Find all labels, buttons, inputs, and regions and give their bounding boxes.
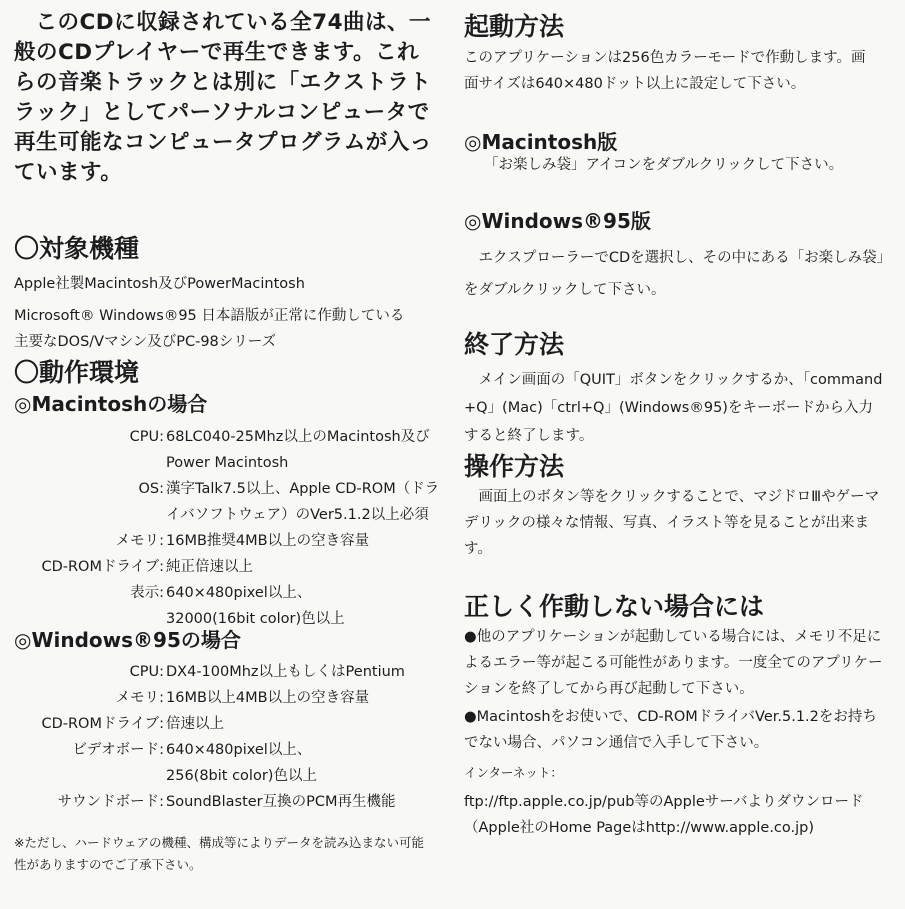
quit-text: メイン画面の「QUIT」ボタンをクリックするか、「command +Q」(Mac)「ctrl+Q」(Windows®95)をキーボードから入力すると終了します。 [464, 372, 883, 444]
spec-row: 表示: 640×480pixel以上、 [130, 585, 312, 601]
mac-launch-heading: ◎Macintosh版 [464, 130, 618, 154]
target-heading: 〇対象機種 [14, 234, 140, 263]
spec-row: OS: 漢字Talk7.5以上、Apple CD-ROM（ドラ [138, 481, 440, 497]
env-heading: 〇動作環境 [14, 358, 140, 387]
spec-row: ビデオボード: 640×480pixel以上、 [72, 742, 312, 758]
win-launch-heading: ◎Windows®95版 [464, 209, 651, 233]
target-line-3: 主要なDOS/Vマシン及びPC-98シリーズ [14, 334, 277, 350]
ops-text: 画面上のボタン等をクリックすることで、マジドロⅢやゲーマデリックの様々な情報、写真、イラスト等を見ることが出来ます。 [464, 489, 880, 557]
compat-note: ※ただし、ハードウェアの機種、構成等によりデータを読み込まない可能性がありますのでご了承下さい。 [14, 835, 424, 872]
mac-launch-text: 「お楽しみ袋」アイコンをダブルクリックして下さい。 [484, 157, 844, 173]
spec-row: CD-ROMドライブ: 倍速以上 [41, 716, 224, 732]
spec-row: Power Macintosh [166, 455, 289, 471]
spec-row: サウンドボード: SoundBlaster互換のPCM再生機能 [57, 794, 396, 810]
quit-heading: 終了方法 [464, 330, 565, 359]
spec-row: CD-ROMドライブ: 純正倍速以上 [41, 559, 253, 575]
launch-heading: 起動方法 [464, 12, 565, 41]
win-launch-text: エクスプローラーでCDを選択し、その中にある「お楽しみ袋」をダブルクリックして下さい。 [464, 250, 884, 298]
trouble-heading: 正しく作動しない場合には [464, 592, 765, 621]
spec-row: 32000(16bit color)色以上 [166, 611, 345, 627]
launch-text: このアプリケーションは256色カラーモードで作動します。画面サイズは640×480ドット以上に設定して下さい。 [464, 50, 866, 92]
target-line-1: Apple社製Macintosh及びPowerMacintosh [14, 276, 305, 292]
intro-text: このCDに収録されている全74曲は、一般のCDプレイヤーで再生できます。これらの音楽トラックとは別に「エクストラトラック」としてパーソナルコンピュータで再生可能なコンピュータプログラムが入っています。 [14, 10, 432, 185]
ops-heading: 操作方法 [464, 452, 565, 481]
spec-row: メモリ: 16MB以上4MB以上の空き容量 [115, 690, 370, 706]
spec-row: イバソフトウェア）のVer5.1.2以上必須 [166, 507, 429, 523]
mac-env-heading: ◎Macintoshの場合 [14, 392, 208, 416]
trouble-text-3: ftp://ftp.apple.co.jp/pub等のAppleサーバよりダウンロード（Apple社のHome Pageはhttp://www.apple.co.jp) [464, 794, 864, 836]
spec-row: メモリ: 16MB推奨4MB以上の空き容量 [115, 533, 370, 549]
win-env-heading: ◎Windows®95の場合 [14, 628, 241, 652]
target-line-2: Microsoft® Windows®95 日本語版が正常に作動している [14, 308, 405, 324]
trouble-text-1: ●他のアプリケーションが起動している場合には、メモリ不足によるエラー等が起こる可能性があります。一度全てのアプリケーションを終了してから再び起動して下さい。 [464, 629, 883, 697]
spec-row: CPU: 68LC040-25Mhz以上のMacintosh及び [129, 429, 430, 445]
trouble-text-2: ●Macintoshをお使いで、CD-ROMドライバVer.5.1.2をお持ちでない場合、パソコン通信で入手して下さい。 [464, 709, 877, 751]
spec-row: 256(8bit color)色以上 [166, 768, 317, 784]
spec-row: CPU: DX4-100Mhz以上もしくはPentium [129, 664, 405, 680]
internet-label: インターネット： [464, 765, 563, 780]
